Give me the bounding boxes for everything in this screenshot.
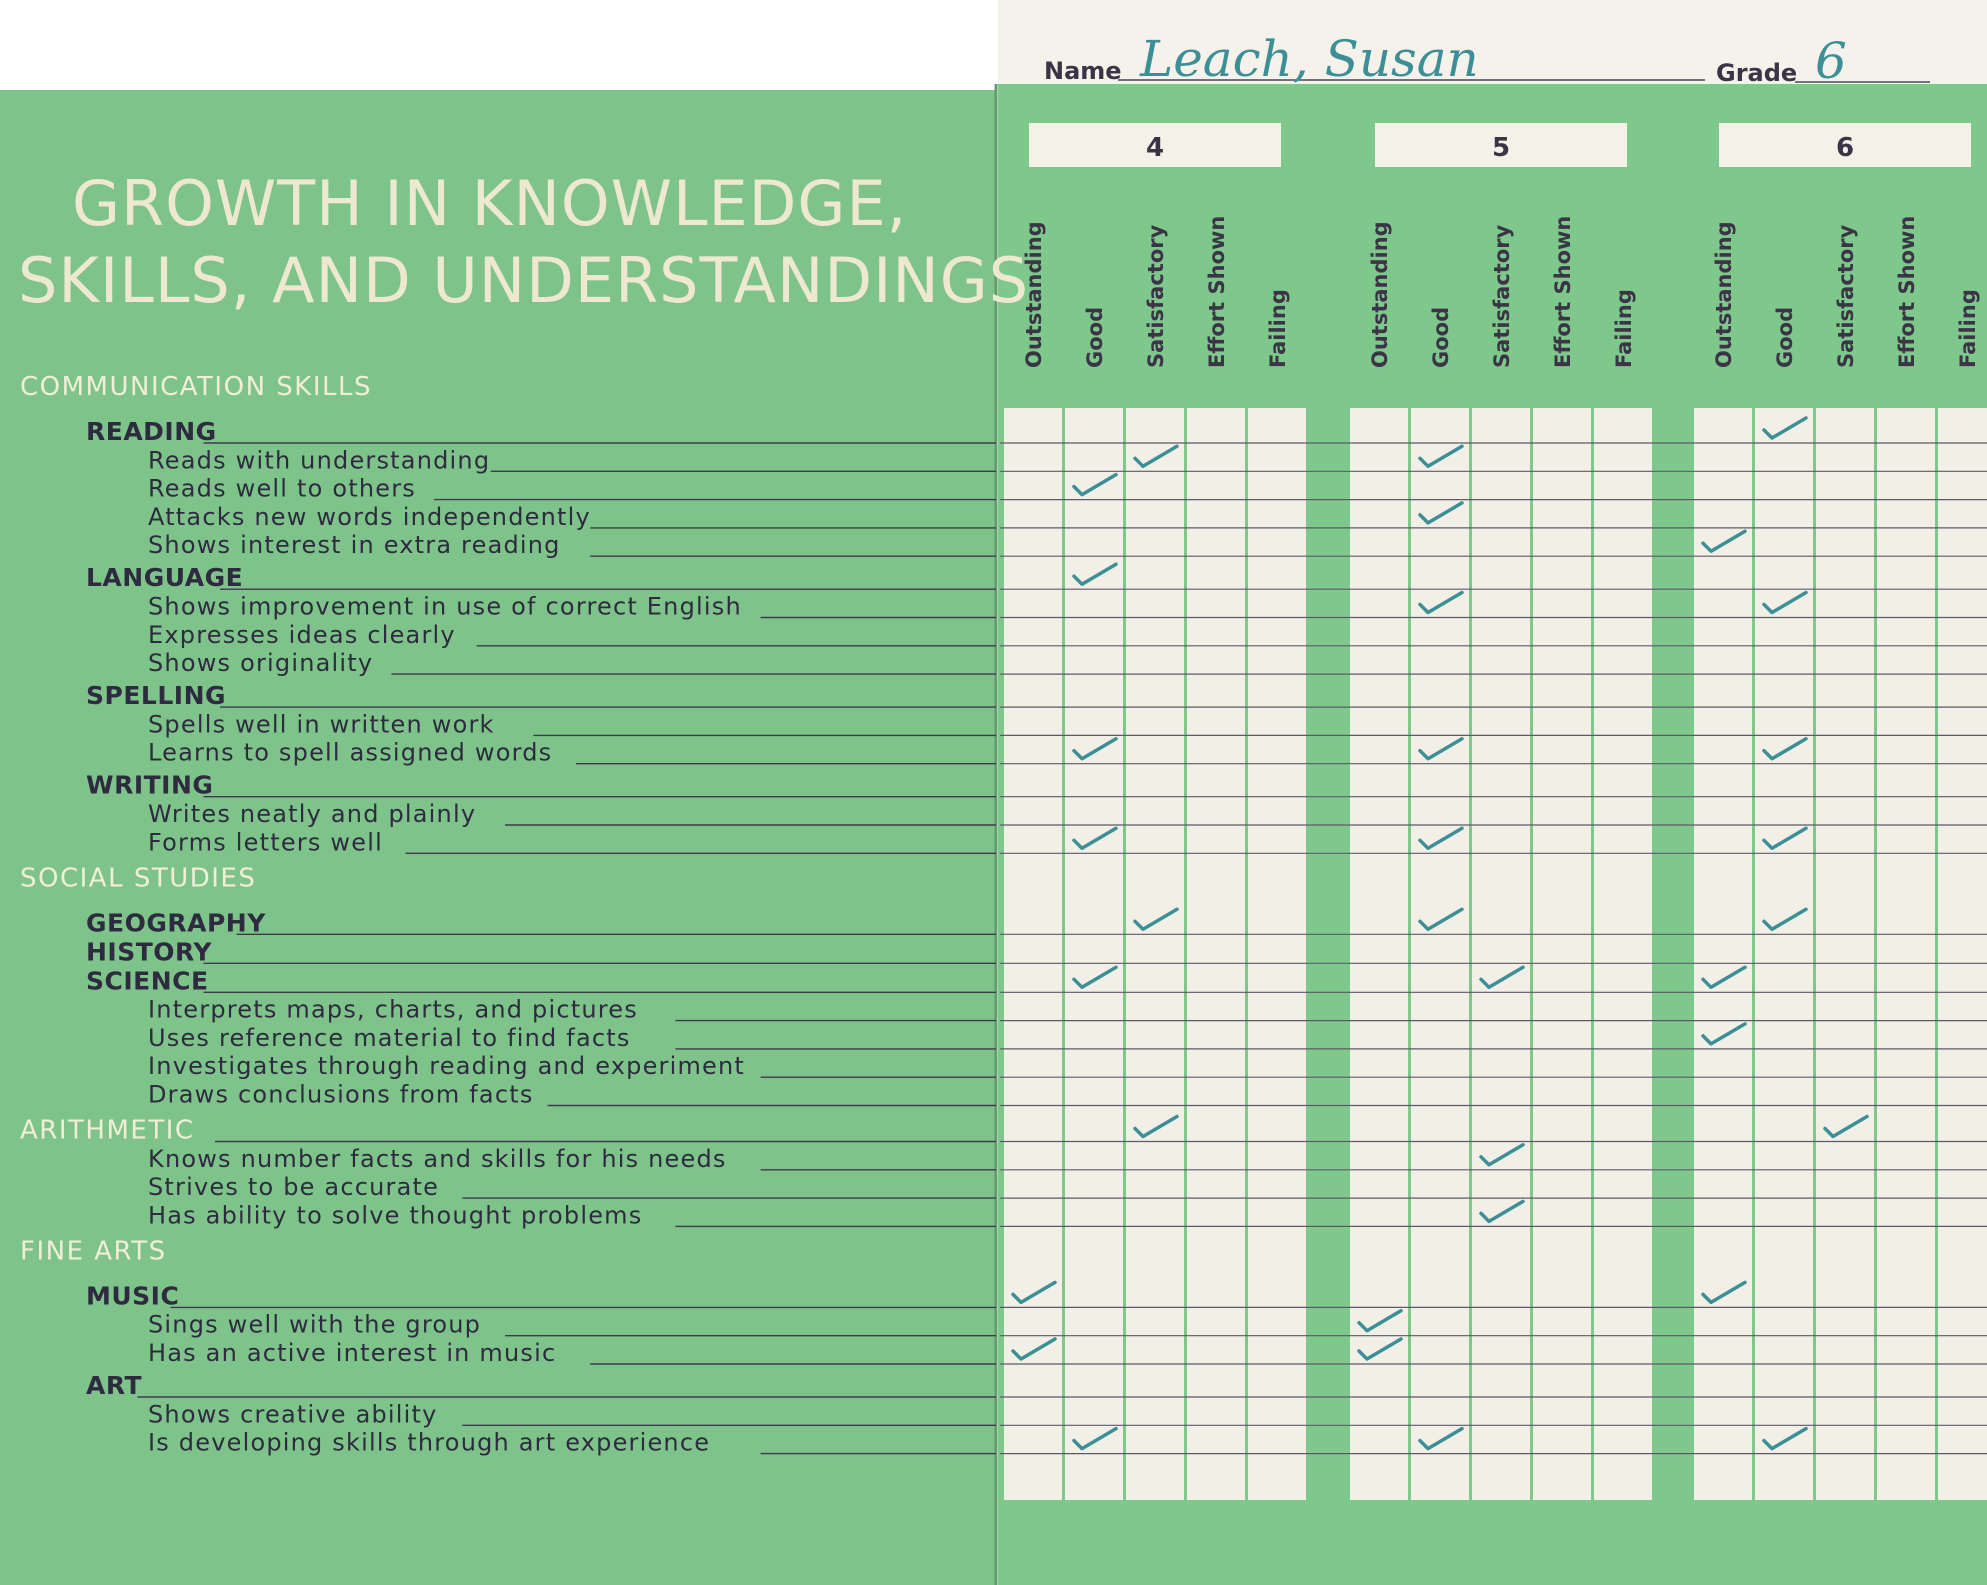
column-header-outstanding: Outstanding — [1022, 221, 1046, 368]
student-name: Leach, Susan — [1140, 30, 1479, 88]
grade-value: 6 — [1815, 32, 1847, 90]
row-label-is-developing-skills-through-art-experience: Is developing skills through art experience — [148, 1428, 711, 1457]
column-header-good: Good — [1773, 306, 1797, 368]
row-label-shows-originality: Shows originality — [148, 649, 374, 678]
row-label-arithmetic: ARITHMETIC — [20, 1115, 195, 1146]
row-label-interprets-maps-charts-and-pictures: Interprets maps, charts, and pictures — [148, 995, 638, 1024]
row-label-draws-conclusions-from-facts: Draws conclusions from facts — [148, 1080, 534, 1109]
grade-label: Grade — [1716, 59, 1798, 87]
column-header-satisfactory: Satisfactory — [1834, 224, 1858, 368]
row-label-spelling: SPELLING — [86, 681, 227, 711]
column-header-outstanding: Outstanding — [1712, 221, 1736, 368]
column-header-effort-shown: Effort Shown — [1551, 215, 1575, 368]
row-label-has-an-active-interest-in-music: Has an active interest in music — [148, 1339, 557, 1367]
row-label-reading: READING — [86, 417, 217, 446]
row-label-fine-arts: FINE ARTS — [20, 1236, 167, 1267]
column-header-good: Good — [1083, 306, 1107, 368]
row-label-geography: GEOGRAPHY — [86, 908, 266, 938]
grade-box-label: 6 — [1835, 133, 1855, 163]
row-label-forms-letters-well: Forms letters well — [148, 828, 383, 857]
column-header-good: Good — [1429, 306, 1453, 368]
row-label-language: LANGUAGE — [86, 563, 244, 593]
row-label-communication-skills: COMMUNICATION SKILLS — [20, 372, 372, 402]
column-header-effort-shown: Effort Shown — [1205, 215, 1229, 368]
row-label-sings-well-with-the-group: Sings well with the group — [148, 1310, 482, 1339]
name-label: Name — [1044, 57, 1122, 85]
page-title-line-2: SKILLS, AND UNDERSTANDINGS — [18, 244, 1030, 317]
row-label-strives-to-be-accurate: Strives to be accurate — [148, 1173, 440, 1202]
row-label-spells-well-in-written-work: Spells well in written work — [148, 710, 495, 739]
row-label-learns-to-spell-assigned-words: Learns to spell assigned words — [148, 738, 553, 767]
row-label-history: HISTORY — [86, 937, 213, 967]
grade-columns — [1004, 123, 1987, 1500]
grade-box-label: 5 — [1491, 133, 1511, 163]
row-label-writing: WRITING — [86, 770, 214, 800]
row-label-shows-interest-in-extra-reading: Shows interest in extra reading — [148, 531, 561, 560]
grade-box-label: 4 — [1145, 133, 1165, 163]
column-header-satisfactory: Satisfactory — [1144, 224, 1168, 368]
row-label-music: MUSIC — [86, 1281, 180, 1311]
row-label-knows-number-facts-and-skills-for-his-needs: Knows number facts and skills for his needs — [148, 1144, 727, 1173]
row-label-reads-with-understanding: Reads with understanding — [148, 446, 491, 475]
row-label-investigates-through-reading-and-experiment: Investigates through reading and experiment — [148, 1052, 746, 1081]
column-header-outstanding: Outstanding — [1368, 221, 1392, 368]
column-header-effort-shown: Effort Shown — [1895, 215, 1919, 368]
row-label-shows-improvement-in-use-of-correct-english: Shows improvement in use of correct English — [148, 592, 742, 621]
row-label-shows-creative-ability: Shows creative ability — [148, 1400, 438, 1429]
row-label-science: SCIENCE — [86, 966, 209, 996]
row-label-attacks-new-words-independently: Attacks new words independently — [148, 502, 591, 531]
row-label-social-studies: SOCIAL STUDIES — [20, 863, 257, 894]
row-label-reads-well-to-others: Reads well to others — [148, 474, 416, 503]
row-label-art: ART — [86, 1371, 143, 1400]
column-header-failing: Failing — [1956, 289, 1980, 368]
row-label-expresses-ideas-clearly: Expresses ideas clearly — [148, 620, 456, 649]
column-header-satisfactory: Satisfactory — [1490, 224, 1514, 368]
row-label-has-ability-to-solve-thought-problems: Has ability to solve thought problems — [148, 1201, 643, 1230]
page-title-line-1: GROWTH IN KNOWLEDGE, — [72, 167, 908, 240]
column-header-failing: Failing — [1266, 289, 1290, 368]
row-label-uses-reference-material-to-find-facts: Uses reference material to find facts — [148, 1023, 631, 1052]
column-header-failing: Failing — [1612, 289, 1636, 368]
row-label-writes-neatly-and-plainly: Writes neatly and plainly — [148, 800, 477, 828]
